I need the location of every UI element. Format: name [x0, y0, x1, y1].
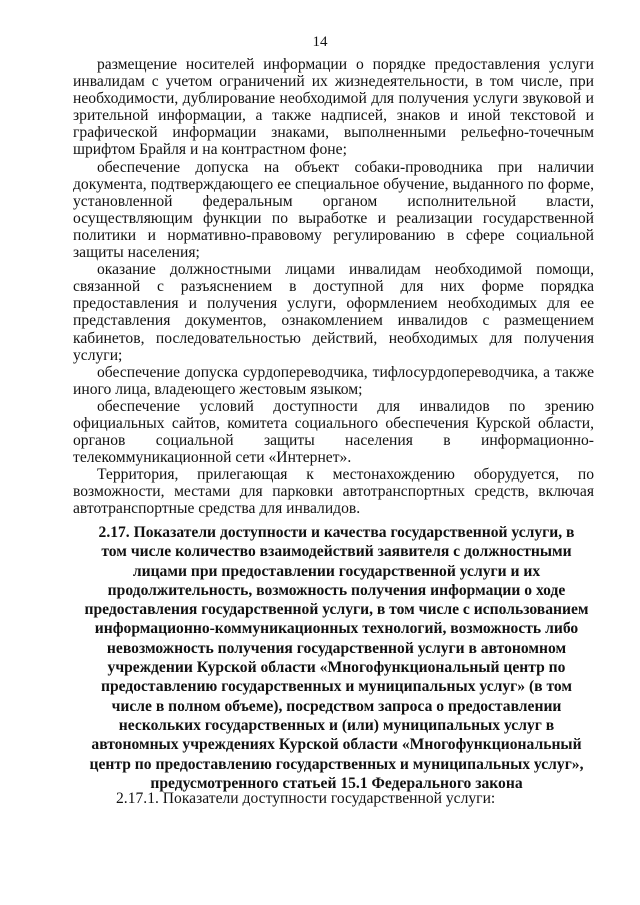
section-heading: 2.17. Показатели доступности и качества государственной услуги, в том числе количество взаимодействий заявителя с должностными лицами при предоставлении государственной услуги и их продолжительность, возможность получения информации о ходе предоставления государственной услуги, в том числе с использованием информационно-коммуникационных технологий, возможность либо невозможность получения государственной услуги в автономном учреждении Курской области «Многофункциональный центр по предоставлению государственных и муниципальных услуг» (в том числе в полном объеме), посредством запроса о предоставлении нескольких государственных и (или) муниципальных услуг в автономных учреждениях Курской области «Многофункциональный центр по предоставлению государственных и муниципальных услуг», предусмотренного статьей 15.1 Федерального закона [84, 524, 589, 792]
paragraph-guide-dog: обеспечение допуска на объект собаки-проводника при наличии документа, подтверждающего ее специальное обучение, выданного по форме, установленной федеральным органом исполнительной власти, осуществляющим функции по выработке и реализации государственной политики и нормативно-правовому регулированию в сфере социальной защиты населения; [73, 158, 594, 262]
subsection-title: 2.17.1. Показатели доступности государственной услуги: [116, 790, 496, 807]
page-number: 14 [312, 34, 328, 50]
paragraph-sign-interpreter: обеспечение допуска сурдопереводчика, тифлосурдопереводчика, а также иного лица, владеющего жестовым языком; [73, 363, 594, 398]
paragraph-staff-assistance: оказание должностными лицами инвалидам необходимой помощи, связанной с разъяснением в доступной для них форме порядка предоставления и получения услуги, оформлением необходимых для ее представления документов, ознакомлением инвалидов с размещением кабинетов, последовательностью действий, необходимых для получения услуги; [73, 261, 594, 364]
body-text [73, 56, 594, 518]
paragraph-parking: Территория, прилегающая к местонахождению оборудуется, по возможности, местами для парковки автотранспортных средств, включая автотранспортные средства для инвалидов. [73, 466, 594, 518]
paragraph-website-accessibility: обеспечение условий доступности для инвалидов по зрению официальных сайтов, комитета социального обеспечения Курской области, органов социальной защиты населения в информационно-телекоммуникационной сети «Интернет». [73, 397, 594, 467]
paragraph-braille-info: размещение носителей информации о порядке предоставления услуги инвалидам с учетом ограничений их жизнедеятельности, в том числе, при необходимости, дублирование необходимой для получения услуги звуковой и зрительной информации, а также надписей, знаков и иной текстовой и графической информации знаками, выполненными рельефно-точечным шрифтом Брайля и на контрастном фоне; [73, 56, 594, 159]
